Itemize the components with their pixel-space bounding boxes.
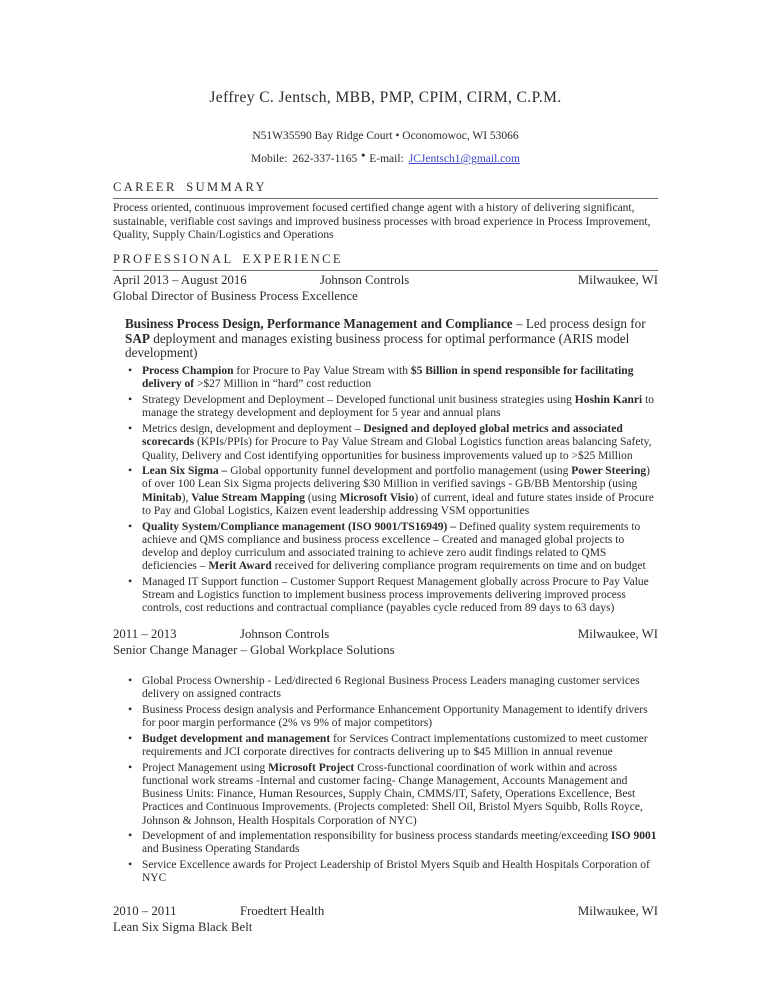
email-label: E-mail: (369, 152, 404, 165)
text-run: Budget development and management (142, 732, 331, 745)
bullet-separator: • (361, 149, 366, 162)
text-run: Business Process Design, Performance Management and Compliance (125, 315, 513, 331)
text-run: Defined quality system requirements to achieve and QMS compliance and business process excellence – Created and managed global projects to develop and deploy curriculum and associated training to achieve zero audit findings related to QMS deficiencies – (142, 520, 641, 573)
job-header-row (113, 627, 658, 642)
text-run: Development of and implementation responsibility for business process standards meeting/exceeding (142, 830, 611, 843)
mobile-number: 262-337-1165 (292, 152, 358, 165)
job-dates: 2010 – 2011 (113, 903, 177, 918)
text-run: (KPIs/PPIs) for Procure to Pay Value Stream and Global Logistics function areas balancing Safety, Quality, Delivery and Cost identifying opportunities for business improvements valued up to >$25 Million (142, 436, 652, 462)
mobile-label: Mobile: (251, 152, 288, 165)
text-run: ) of current, ideal and future states inside of Procure to Pay and Global Logistics, Kaizen event leadership addressing VSM opportunities (142, 491, 654, 517)
text-run: (using (304, 491, 340, 504)
career-summary-text: Process oriented, continuous improvement focused certified change agent with a history of delivering significant, sustainable, verifiable cost savings and improved business processes with broad experience in Process Improvement, Quality, Supply Chain/Logistics and Operations (113, 202, 651, 242)
professional-experience-heading: PROFESSIONAL EXPERIENCE (113, 252, 658, 271)
text-run: SAP (125, 330, 150, 346)
job-company: Johnson Controls (320, 272, 410, 287)
person-name: Jeffrey C. Jentsch, MBB, PMP, CPIM, CIRM, C.P.M. (209, 89, 562, 106)
text-run: Managed IT Support function – Customer Support Request Management globally across Procure to Pay Value Stream and Logistics function to implement business process improvements delivering improved process controls, cost reductions and contractual compliance (payables cycle reduced from 89 days to 63 days) (142, 576, 649, 615)
text-run: Business Process design analysis and Performance Enhancement Opportunity Management to identify drivers for poor margin performance (2% vs 9% of major competitors) (142, 703, 648, 730)
text-run: $5 Billion in spend responsible for facilitating delivery of (142, 365, 634, 391)
job-entry (113, 273, 658, 616)
job-location: Milwaukee, WI (577, 626, 658, 641)
text-run: Metrics design, development and deployment – (142, 423, 364, 436)
job-company: Froedtert Health (240, 903, 325, 918)
contact-line (113, 149, 658, 166)
bullet-list (113, 675, 658, 886)
text-run: ) of over 100 Lean Six Sigma projects delivering $30 Million in verified savings - GB/BB Mentorship (using (142, 465, 650, 491)
text-run: ), (181, 491, 192, 504)
text-run: Hoshin Kanri (574, 394, 643, 407)
text-run: Strategy Development and Deployment – Developed functional unit business strategies using (142, 394, 575, 407)
text-run: Quality System/Compliance management (ISO 9001/TS16949) – (142, 520, 459, 533)
text-run: Lean Six Sigma – (142, 465, 231, 478)
address-line: N51W35590 Bay Ridge Court • Oconomowoc, WI 53066 (252, 129, 519, 142)
bullet-item (128, 762, 658, 828)
text-run: deployment and manages existing business process for optimal performance (ARIS model development) (125, 330, 630, 361)
job-title: Global Director of Business Process Excellence (113, 288, 358, 303)
text-run: ISO 9001 (610, 830, 657, 843)
text-run: – Led process design for (512, 315, 646, 331)
bullet-item (128, 830, 658, 856)
job-title: Lean Six Sigma Black Belt (113, 919, 253, 934)
job-location: Milwaukee, WI (577, 903, 658, 918)
text-run: Global Process Ownership - Led/directed 6 Regional Business Process Leaders managing customer services delivery on assigned contracts (142, 674, 640, 701)
text-run: Designed and deployed global metrics and associated scorecards (142, 423, 623, 449)
text-run: for Services Contract implementations customized to meet customer requirements and JCI corporate directives for contracts delivering up to $45 Million in annual revenue (142, 732, 648, 758)
bullet-item (128, 521, 658, 574)
text-run: Microsoft Visio (339, 491, 415, 504)
career-summary-heading: CAREER SUMMARY (113, 180, 658, 199)
text-run: Power Steering (571, 465, 647, 478)
text-run: and Business Operating Standards (142, 843, 300, 856)
text-run: Global opportunity funnel development and portfolio management (using (230, 465, 572, 478)
job-dates: 2011 – 2013 (113, 626, 177, 641)
text-run: >$27 Million in “hard” cost reduction (194, 378, 372, 391)
job-entry (113, 904, 658, 935)
bullet-item (128, 394, 658, 420)
text-run: Cross-functional coordination of work within and across functional work streams -Internal and customer facing- Change Management, Accounts Management and Business Units: Finance, Human Resources, Supply Chain, CMMS/IT, Safety, Operations Excellence, Best Practices and Continuous Improvements. (Projects completed: Shell Oil, Bristol Myers Squibb, Rolls Royce, Johnson & Johnson, Health Hospitals Corporation of NYC) (142, 761, 643, 827)
text-run: Project Management using (142, 761, 269, 774)
email-link[interactable]: JCJentsch1@gmail.com (408, 152, 520, 165)
bullet-item (128, 365, 658, 391)
job-company: Johnson Controls (240, 626, 330, 641)
text-run: Minitab (142, 491, 182, 504)
job-location: Milwaukee, WI (577, 272, 658, 287)
job-dates: April 2013 – August 2016 (113, 272, 247, 287)
job-intro-paragraph (125, 317, 658, 361)
bullet-item (128, 859, 658, 885)
bullet-item (128, 704, 658, 730)
job-title: Senior Change Manager – Global Workplace Solutions (113, 642, 395, 657)
job-header-row (113, 904, 658, 919)
text-run: Merit Award (208, 560, 272, 573)
text-run: for Procure to Pay Value Stream with (233, 365, 411, 378)
text-run: to manage the strategy development and deployment for 5 year and annual plans (142, 394, 655, 420)
text-run: Value Stream Mapping (191, 491, 305, 504)
bullet-item (128, 675, 658, 701)
bullet-item (128, 576, 658, 616)
job-entry (113, 627, 658, 886)
text-run: received for delivering compliance program requirements on time and on budget (271, 560, 646, 573)
bullet-list (113, 365, 658, 615)
jobs-container (113, 273, 658, 935)
text-run: Service Excellence awards for Project Leadership of Bristol Myers Squib and Health Hospitals Corporation of NYC (142, 859, 650, 885)
text-run: Microsoft Project (268, 761, 355, 774)
text-run: Process Champion (142, 365, 234, 378)
job-header-row (113, 273, 658, 288)
bullet-item (128, 733, 658, 759)
bullet-item (128, 465, 658, 518)
bullet-item (128, 423, 658, 463)
